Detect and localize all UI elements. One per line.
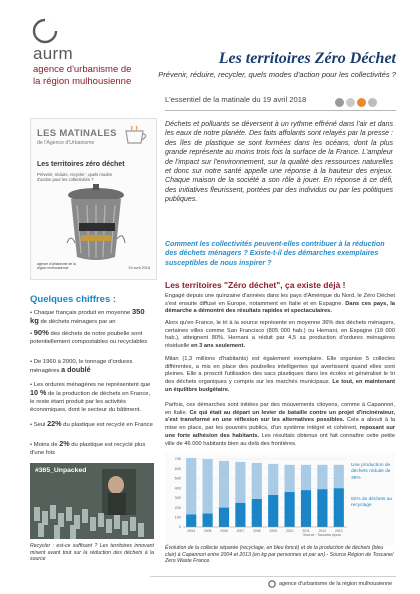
key-figures-title: Quelques chiffres : (30, 294, 117, 305)
key-figure-2 (30, 329, 154, 346)
p3-strong: Le tout, en maintenant un équilibre budgétaire. (165, 379, 395, 393)
p1-text: Engagé depuis une quinzaine d'années dans les pays d'Amérique du Nord, le Zéro Déchet s'est ensuite diffusé en Europe, notamment en Italie et en Espagne. (165, 293, 395, 307)
paragraph-2 (165, 320, 395, 351)
kf1-post: de déchets ménagers par an (38, 319, 116, 325)
dot-2 (346, 98, 355, 107)
chart-bar-2010-s1 (285, 465, 295, 492)
paragraph-1 (165, 293, 395, 316)
page-title: Les territoires Zéro Déchet (218, 50, 396, 67)
chart-bar-2004-s1 (186, 458, 196, 514)
footer-rule (150, 576, 396, 577)
kf2-pre: • (30, 331, 34, 337)
chart-bar-2009-s1 (268, 464, 278, 495)
x-tick-label: 2011 (302, 529, 310, 533)
chart-annotation-2: 82% de déchets au recyclage (351, 497, 393, 509)
kf4-strong: 10 % (30, 388, 47, 397)
x-tick-label: 2004 (187, 529, 195, 533)
kf3-pre: • De 1960 à 2000, le tonnage d'ordures ménagères (30, 359, 133, 374)
chart-bar-2012-s0 (317, 489, 327, 527)
p4-strong-b: Ce qui était au départ un levier de bataille contre un projet d'incinérateur, s'est transformé en une réflexion sur les alternatives possibles. (165, 409, 395, 424)
y-tick-label: 600 (174, 466, 181, 471)
header-rule (165, 110, 396, 111)
chart-bar-2006-s0 (219, 508, 229, 527)
intro-paragraph: Déchets et polluants se déversent à un rythme effréné dans l'air et dans les eaux de notre planète. Des faits affolants sont relayés par la presse : des îles de plastique se sont formées dans les océans, dont la plus grande représente au moins trois fois la surface de la France. L'ampleur de l'impact sur l'environnement, sur la qualité des ressources naturelles et donc sur notre santé appelle une réponse à la hauteur des enjeux. Chaque maison de la société a son rôle à jouer. En réponse à ce défi, des initiatives fleurissent, portées par des individus ou par les politiques publiques. (165, 120, 393, 204)
p3-text: Milan (1,3 millions d'habitants) est également exemplaire. Elle organise 5 collectes différentes, a mis en place des poubelles intelligentes qui avertissent quand elles sont pleines. Elle a proscrit l'utilisation des sacs plastiques dans les écoles et généralisé le tri des déchets organiques y compris sur les marchés municipaux. (165, 356, 395, 386)
p4-strong-d: reposant sur une forte adhésion des habitants. (165, 425, 396, 439)
chart-bar-2004-s0 (186, 514, 196, 527)
kf2-post: des déchets de notre poubelle sont potentiellement compostables ou recyclables (30, 331, 148, 345)
footer-text: agence d'urbanisme de la région mulhousienne (279, 581, 393, 587)
kf6-strong: 2% (59, 439, 70, 448)
x-tick-label: 2010 (285, 529, 294, 533)
trash-can-icon (57, 183, 135, 265)
cover-title: LES MATINALES (37, 128, 117, 139)
y-tick-label: 700 (174, 457, 181, 462)
chart-bar-2009-s0 (268, 495, 278, 527)
x-tick-label: 2007 (236, 529, 245, 533)
kf1-strong: 350 kg (30, 307, 145, 325)
chart-bar-2010-s0 (285, 492, 295, 527)
logo-line-2: la région mulhousienne (33, 76, 132, 87)
y-tick-label: 100 (174, 515, 181, 520)
x-tick-label: 2013 (335, 529, 343, 533)
cover-tagline: de l'Agence d'Urbanisme (37, 140, 95, 146)
chart-caption: Évolution de la collecte séparée (recyclage, en bleu foncé) et de la production de déchets (bleu clair) à Capannori entre 2004 et 2013 (en kg par personnes et par an) - Source Région de Toscane/ Zero Waste France. (165, 545, 394, 565)
y-tick-label: 400 (174, 486, 181, 491)
y-tick-label: 300 (174, 496, 181, 501)
chart-bar-2007-s1 (235, 462, 245, 503)
cover-footer: agence d'urbanisme de la région mulhousienne (37, 262, 76, 270)
kf6-pre: • Moins de (30, 442, 60, 448)
key-figure-6 (30, 440, 154, 457)
chart-bar-2007-s0 (235, 503, 245, 527)
dateline: L'essentiel de la matinale du 19 avril 2018 (165, 95, 307, 104)
photo-label: #365_Unpacked (35, 467, 87, 474)
page-subtitle: Prévenir, réduire, recycler, quels modes d'action pour les collectivités ? (158, 70, 396, 79)
paragraph-3 (165, 356, 395, 395)
chart-bar-2005-s1 (203, 459, 213, 513)
kf5-pre: • Seul (30, 422, 48, 428)
p2-text: Alors qu'en France, le tri à la source représente en moyenne 36% des déchets ménagers, certaines villes comme San Francisco (805 000 hab.) ou Hernani, en Espagne (19 000 hab.), atteignent 80%. Hernani a réduit par 4,5 sa production d'ordures ménagères résiduelle (165, 320, 395, 350)
chart-bar-2008-s0 (252, 499, 262, 527)
y-tick-label: 500 (174, 476, 181, 481)
kf5-strong: 22% (47, 419, 62, 428)
cover-panel (30, 118, 157, 280)
footer-logo-icon (268, 580, 276, 588)
p4-text-a: Parfois, ces démarches sont initiées par des mouvements citoyens, comme à Capannori, en Italie. (165, 402, 395, 416)
kf4-pre: • Les ordures ménagères ne représentent que (30, 382, 151, 388)
kf6-post: du plastique est recyclé plus d'une fois (30, 442, 146, 456)
photo-bottles-image (30, 463, 154, 539)
chart-panel (165, 453, 395, 546)
section-title: Les territoires "Zéro déchet", ça existe déjà ! (165, 280, 346, 290)
dot-1 (335, 98, 344, 107)
photo-caption: Recycler : est-ce suffisant ? Les territoires innovant misent avant tout sur la réduction des déchets à la source (30, 543, 154, 563)
x-tick-label: 2005 (203, 529, 212, 533)
kf1-pre: • Chaque français produit en moyenne (30, 310, 132, 316)
key-figure-5 (30, 420, 154, 429)
p2-strong: en 3 ans seulement. (190, 343, 245, 350)
p4-text-c: Cela a abouti à la mise en place, par les pouvoirs publics, d'un système intégré et cohérent, (165, 417, 395, 432)
chart-bar-2008-s1 (252, 463, 262, 499)
chart-annotation-1: Une production de déchets réduite de 39% (351, 463, 391, 481)
kf3-strong: a doublé (61, 365, 91, 374)
logo-wordmark: aurm (33, 44, 73, 63)
coffee-cup-icon (123, 125, 151, 147)
dot-4 (368, 98, 377, 107)
photo-recycling (30, 463, 154, 539)
chart-bar-2013-s1 (334, 465, 344, 488)
kf2-strong: 90% (33, 328, 49, 337)
kf5-post: du plastique est recyclé en France (61, 422, 153, 428)
cover-heading: Les territoires zéro déchet (37, 161, 125, 168)
chart-bar-2011-s0 (301, 490, 311, 527)
key-figure-3 (30, 358, 154, 375)
chart-bar-2006-s1 (219, 461, 229, 508)
logo-line-1: agence d'urbanisme de (33, 64, 132, 75)
chart-bar-2011-s1 (301, 465, 311, 490)
x-tick-label: 2008 (253, 529, 261, 533)
x-tick-label: 2009 (269, 529, 277, 533)
chart-bar-2005-s0 (203, 513, 213, 527)
y-tick-label: 0 (178, 525, 181, 530)
intro-question: Comment les collectivités peuvent-elles contribuer à la réduction des déchets ménagers ? Existe-t-il des démarches exemplaires susceptibles de nous inspirer ? (165, 240, 385, 267)
p4-text-e: Les résultats obtenus ont fait connaître cette petite ville de 46 000 habitants bien au delà des frontières. (165, 432, 396, 447)
cover-subheading: Prévenir, réduire, recycler : quels modes d'action pour les collectivités ? (37, 172, 112, 182)
cover-date: 19 avril 2018 (128, 266, 150, 270)
dot-3 (357, 98, 366, 107)
x-tick-label: 2012 (318, 529, 327, 533)
key-figure-4 (30, 381, 154, 414)
x-tick-label: 2006 (220, 529, 228, 533)
chart-bar-2013-s0 (334, 488, 344, 527)
logo-icon (32, 18, 58, 44)
chart-source: Source : Toscana ripuro (303, 533, 341, 537)
paragraph-4 (165, 402, 395, 448)
p1-strong: Dans ces pays, la démarche a démontré des résultats rapides et spectaculaires. (165, 300, 395, 315)
y-tick-label: 200 (174, 505, 181, 510)
key-figure-1 (30, 308, 154, 326)
kf4-post: de la production de déchets en France, le reste étant produit par les activités économiques, dont le secteur du bâtiment. (30, 391, 151, 413)
chart-bar-2012-s1 (317, 465, 327, 489)
